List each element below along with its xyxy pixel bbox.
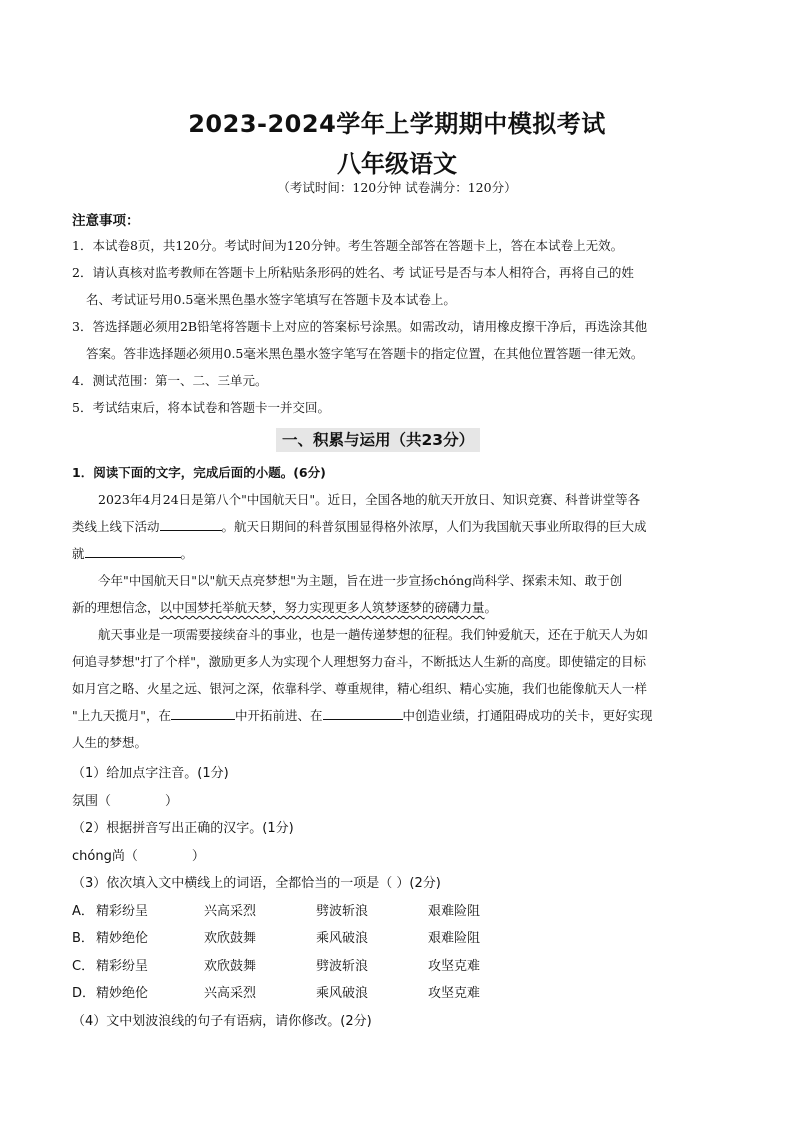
answer-line: chóng尚（ ） [72,848,205,864]
fill-blank[interactable] [85,544,181,558]
fill-blank[interactable] [323,706,403,720]
passage-line: "上九天揽月"，在 中开拓前进、在 中创造业绩，打通阻碍成功的关卡，更好实现 [72,708,653,723]
passage-line: 类线上线下活动 。航天日期间的科普氛围显得格外浓厚，人们为我国航天事业所取得的巨大成 [72,519,647,534]
passage-line: 今年"中国航天日"以"航天点亮梦想"为主题，旨在进一步宣扬chóng尚科学、探索未知、敢于创 [98,573,623,588]
question-1-title: 1．阅读下面的文字，完成后面的小题。(6分) [72,465,326,480]
choice-option-d[interactable]: D．精妙绝伦 兴高采烈 乘风破浪 攻坚克难 [72,986,481,1001]
fill-blank[interactable] [160,517,222,531]
passage-line: 2023年4月24日是第八个"中国航天日"。近日，全国各地的航天开放日、知识竞赛、科普讲堂等各 [98,492,641,507]
choice-option-c[interactable]: C． 精彩纷呈 欢欣鼓舞 劈波斩浪 攻坚克难 [72,958,481,974]
sub-question-4: （4）文中划波浪线的句子有语病，请你修改。(2分) [72,1013,372,1029]
fill-blank[interactable] [171,706,235,720]
exam-info: （考试时间：120分钟 试卷满分：120分） [277,180,517,195]
sub-questions [72,760,732,1035]
section-points: 23 [421,431,444,449]
sub-question-1: （1）给加点字注音。(1分) [72,766,229,781]
sub-question-3: （3）依次填入文中横线上的词语，全都恰当的一项是（ ）(2分) [72,876,441,891]
notice-item: 5．考试结束后，将本试卷和答题卡一并交回。 [72,400,330,415]
wavy-underlined-sentence: 以中国梦托举航天梦，努力实现更多人筑梦逐梦的磅礴力量 [159,600,485,615]
notice-item: 3．答选择题必须用2B铅笔将答题卡上对应的答案标号涂黑。如需改动，请用橡皮擦干净后，再选涂其他 答案。答非选择题必须用0.5毫米黑色墨水签字笔写在答题卡的指定位置，在其他位置答题一律无效。 [72,319,648,361]
exam-subject: 八年级语文 [337,150,457,178]
exam-title: 2023-2024学年上学期期中模拟考试 [188,110,606,138]
notice-item: 1．本试卷8页，共120分。考试时间为120分钟。考生答题全部答在答题卡上，答在本试卷上无效。 [72,238,624,253]
notice-list [72,232,732,421]
answer-line: 氛围（ ） [72,793,179,809]
passage-line: 人生的梦想。 [72,735,148,750]
passage-line: 就 。 [72,546,194,561]
passage-line: 新的理想信念，以中国梦托举航天梦，努力实现更多人筑梦逐梦的磅礴力量。 [72,600,498,615]
sub-question-2: （2）根据拼音写出正确的汉字。(1分) [72,821,294,836]
reading-passage [72,486,724,756]
choice-option-a[interactable]: A． 精彩纷呈 兴高采烈 劈波斩浪 艰难险阻 [72,903,481,919]
section-heading: 一、积累与运用（共23分） [276,428,480,452]
passage-line: 航天事业是一项需要接续奋斗的事业，也是一趟传递梦想的征程。我们钟爱航天，还在于航天人为如 [98,627,649,642]
notice-item: 2．请认真核对监考教师在答题卡上所粘贴条形码的姓名、考 试证号是否与本人相符合，再将自己的姓 名、考试证号用0.5毫米黑色墨水签字笔填写在答题卡及本试卷上。 [72,265,634,307]
notice-heading: 注意事项： [72,213,140,229]
passage-line: 如月宫之略、火星之远、银河之深，依靠科学、尊重规律，精心组织、精心实施，我们也能像航天人一样 [72,681,648,696]
choice-option-b[interactable]: B． 精妙绝伦 欢欣鼓舞 乘风破浪 艰难险阻 [72,931,481,946]
notice-item: 4．测试范围：第一、二、三单元。 [72,373,268,388]
passage-line: 何追寻梦想"打了个样"，激励更多人为实现个人理想努力奋斗，不断抵达人生新的高度。即使锚定的目标 [72,654,647,669]
